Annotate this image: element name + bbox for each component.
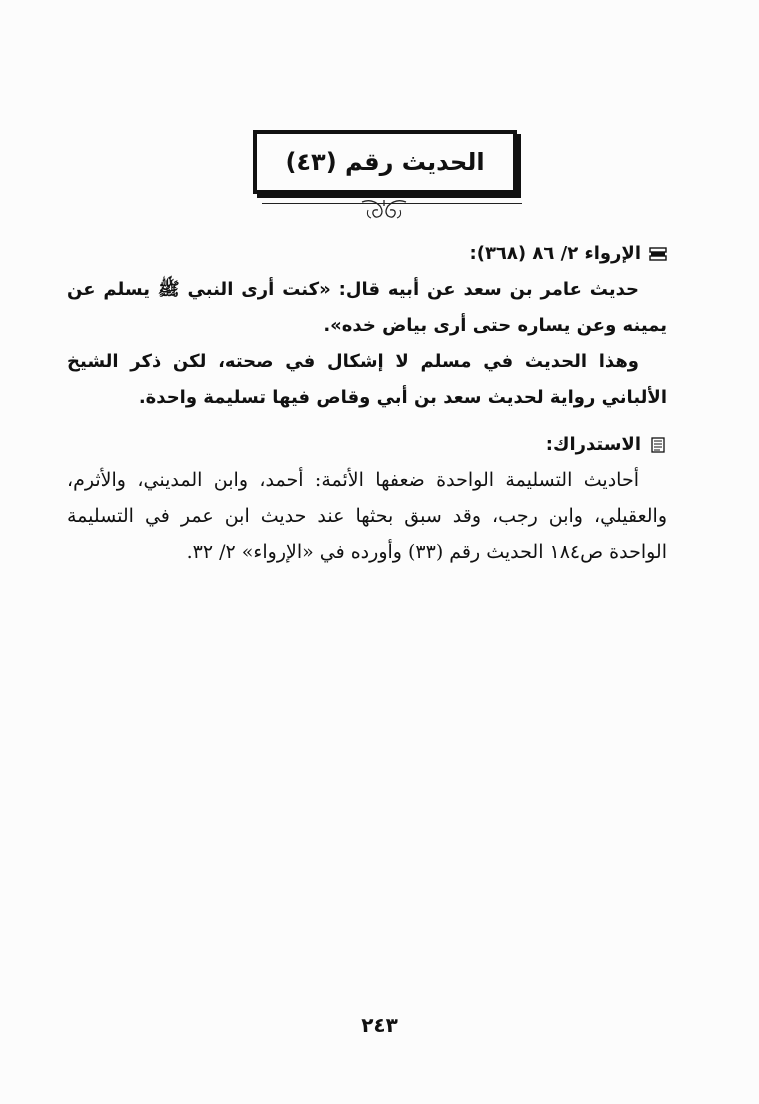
istidrak-heading-text: الاستدراك: — [545, 434, 641, 455]
title-box — [253, 130, 517, 194]
source-heading — [67, 243, 667, 264]
comment-text: وهذا الحديث في مسلم لا إشكال في صحته، لكن ذكر الشيخ الألباني رواية لحديث سعد بن أبي وقاص فيها تسليمة واحدة. — [67, 351, 667, 408]
book-stack-icon — [649, 246, 667, 262]
page-title: الحديث رقم (٤٣) — [285, 148, 485, 176]
istidrak-paragraph — [67, 462, 667, 570]
hadith-paragraph — [67, 272, 667, 344]
hadith-text: حديث عامر بن سعد عن أبيه قال: «كنت أرى النبي ﷺ يسلم عن يمينه وعن يساره حتى أرى بياض خده». — [67, 279, 667, 336]
istidrak-text: أحاديث التسليمة الواحدة ضعفها الأئمة: أحمد، وابن المديني، والأثرم، والعقيلي، وابن رجب، وقد سبق بحثها عند حديث ابن عمر في التسليمة الواحدة ص١٨٤ الحديث رقم (٣٣) وأورده في «الإرواء» ٢/ ٣٢. — [67, 469, 667, 563]
source-heading-text: الإرواء ٢/ ٨٦ (٣٦٨): — [469, 243, 641, 264]
notepad-icon — [649, 437, 667, 453]
comment-paragraph — [67, 344, 667, 416]
page-number: ٢٤٣ — [361, 1013, 398, 1037]
istidrak-heading — [67, 434, 667, 455]
flourish-ornament-icon — [358, 196, 410, 222]
